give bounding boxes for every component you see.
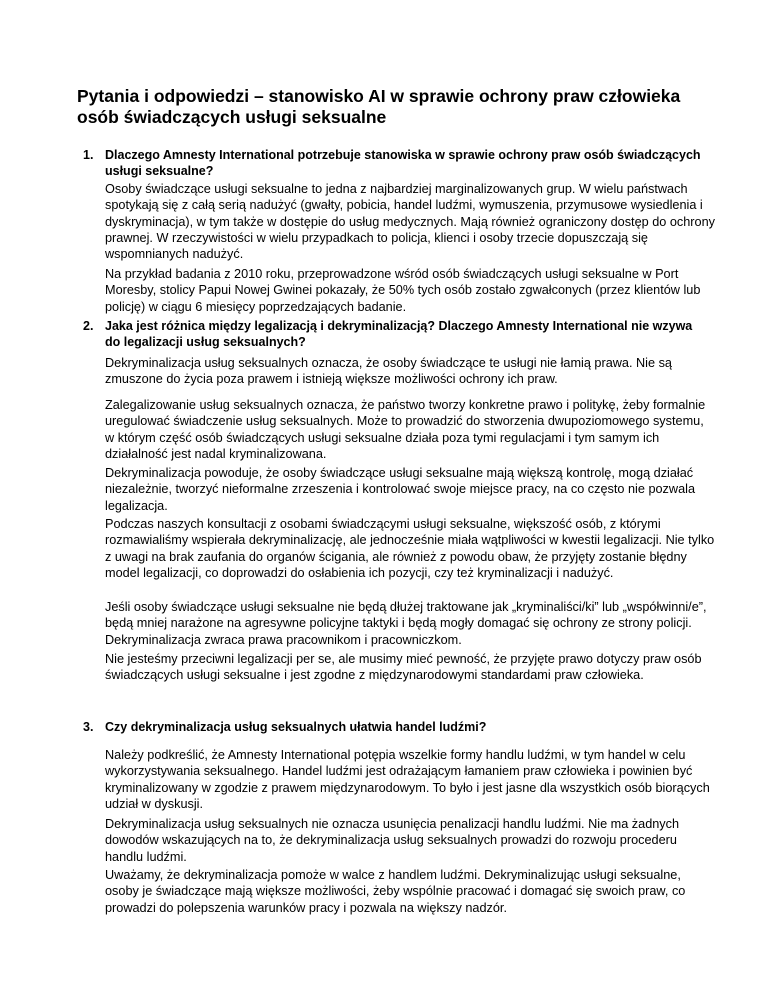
- paragraph: Nie jesteśmy przeciwni legalizacji per se, ale musimy mieć pewność, że przyjęte prawo dotyczy praw osób świadczących usługi seksualne i jest zgodne z międzynarodowymi standardami praw człowieka.: [105, 652, 702, 683]
- section-number: 2.: [83, 319, 94, 333]
- paragraph: Dekryminalizacja powoduje, że osoby świadczące usługi seksualne mają większą kontrolę, mogą działać niezależnie, tworzyć nieformalne zrzeszenia i kontrolować swoje miejsce pracy, na co często nie pozwala legalizacja.: [105, 466, 695, 513]
- paragraph: Należy podkreślić, że Amnesty International potępia wszelkie formy handlu ludźmi, w tym handel w celu wykorzystywania seksualnego. Handel ludźmi jest odrażającym łamaniem praw człowieka i powinien być kryminalizowany w zgodzie z prawem międzynarodowym. To było i jest jasne dla wszystkich osób biorących udział w dyskusji.: [105, 748, 710, 811]
- paragraph: Uważamy, że dekryminalizacja pomoże w walce z handlem ludźmi. Dekryminalizując usługi seksualne, osoby je świadczące mają większe możliwości, żeby wspólnie pracować i domagać się swoich praw, co prowadzi do polepszenia warunków pracy i pozwala na większy nadzór.: [105, 868, 686, 915]
- paragraph: Podczas naszych konsultacji z osobami świadczącymi usługi seksualne, większość osób, z którymi rozmawialiśmy wspierała dekryminalizację, ale jednocześnie miała wątpliwości w kwestii legalizacji. Nie tylko z uwagi na brak zaufania do organów ścigania, ale również z powodu obaw, że przyjęty zostanie błędny model legalizacji, co doprowadzi do osłabienia ich pozycji, czy też kryminalizacji i nadużyć.: [105, 517, 715, 580]
- section-number: 3.: [83, 720, 94, 734]
- paragraph: Na przykład badania z 2010 roku, przeprowadzone wśród osób świadczących usługi seksualne w Port Moresby, stolicy Papui Nowej Gwinei pokazały, że 50% tych osób zostało zgwałconych (przez klientów lub policję) w ciągu 6 miesięcy poprzedzających badanie.: [105, 267, 701, 314]
- paragraph: Jeśli osoby świadczące usługi seksualne nie będą dłużej traktowane jak „kryminaliści/ki” lub „współwinni/e”, będą mniej narażone na agresywne policyjne taktyki i będą mogły domagać się ochrony ze strony policji. Dekryminalizacja zwraca prawa pracownikom i pracowniczkom.: [105, 600, 707, 647]
- section-1-question: [83, 148, 705, 179]
- question-text: Dlaczego Amnesty International potrzebuje stanowiska w sprawie ochrony praw osób świadczących usługi seksualne?: [105, 148, 701, 178]
- section-number: 1.: [83, 148, 94, 162]
- section-3-question: [83, 720, 705, 736]
- paragraph: Dekryminalizacja usług seksualnych nie oznacza usunięcia penalizacji handlu ludźmi. Nie ma żadnych dowodów wskazujących na to, że dekryminalizacja usług seksualnych prowadzi do rozwoju procederu handlu ludźmi.: [105, 817, 680, 864]
- page-title: Pytania i odpowiedzi – stanowisko AI w sprawie ochrony praw człowieka osób świadczących usługi seksualne: [77, 86, 681, 127]
- paragraph: Zalegalizowanie usług seksualnych oznacza, że państwo tworzy konkretne prawo i politykę, żeby formalnie uregulować świadczenie usług seksualnych. Może to prowadzić do stworzenia dwupoziomowego systemu, w którym część osób świadczących usługi seksualne działa poza tymi regulacjami i tym samym ich działalność jest nadal kryminalizowana.: [105, 398, 706, 461]
- section-2-question: [83, 319, 705, 350]
- paragraph: Osoby świadczące usługi seksualne to jedna z najbardziej marginalizowanych grup. W wielu państwach spotykają się z całą serią nadużyć (gwałty, pobicia, handel ludźmi, wymuszenia, przymusowe wysiedlenia i dyskryminacja), w tym także w dostępie do usług medycznych. Mają również ograniczony dostęp do ochrony prawnej. W rzeczywistości w wielu przypadkach to policja, klienci i osoby trzecie dopuszczają się wspomnianych nadużyć.: [105, 182, 715, 262]
- paragraph: Dekryminalizacja usług seksualnych oznacza, że osoby świadczące te usługi nie łamią prawa. Nie są zmuszone do życia poza prawem i istnieją większe możliwości ochrony ich praw.: [105, 356, 672, 387]
- question-text: Czy dekryminalizacja usług seksualnych ułatwia handel ludźmi?: [105, 720, 487, 734]
- question-text: Jaka jest różnica między legalizacją i dekryminalizacją? Dlaczego Amnesty International nie wzywa do legalizacji usług seksualnych?: [105, 319, 693, 349]
